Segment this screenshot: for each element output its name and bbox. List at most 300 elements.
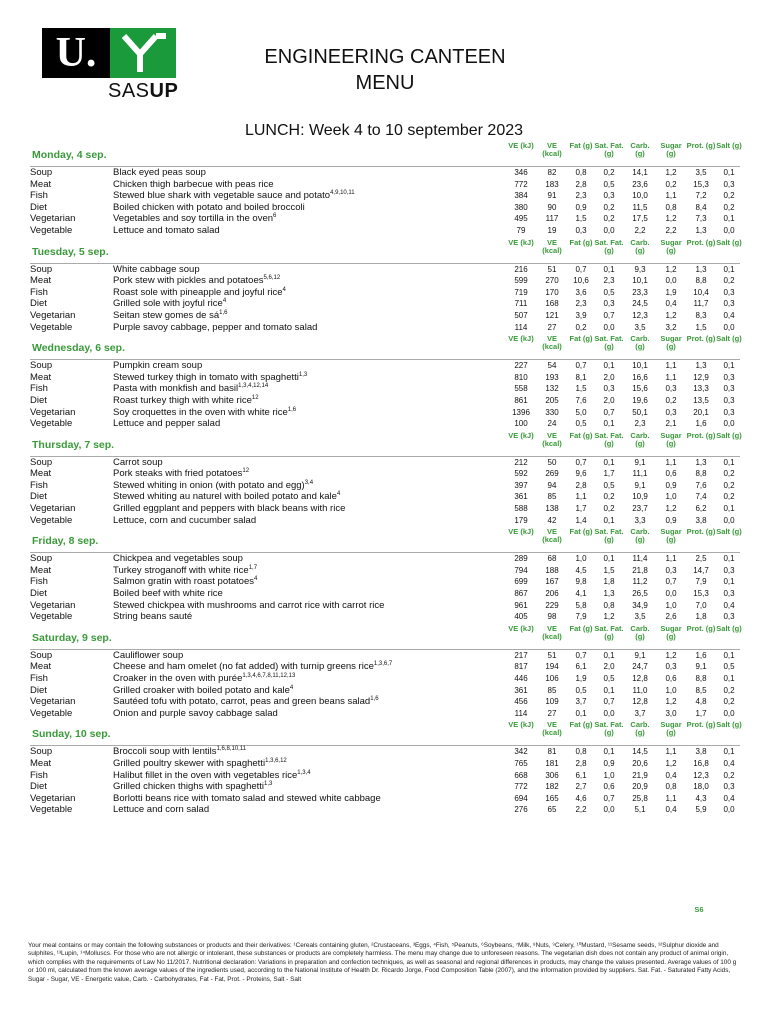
nutrition-value: 12,8 — [632, 674, 648, 683]
dish-name — [113, 588, 223, 600]
dish-category: Vegetable — [30, 224, 73, 236]
nutrition-value: 7,4 — [695, 492, 707, 502]
column-header: Fat (g) — [569, 623, 593, 633]
nutrition-value: 183 — [545, 179, 559, 189]
nutrition-value: 0,7 — [575, 264, 587, 274]
nutrition-value: 65 — [547, 805, 557, 815]
allergen-codes: 4 — [222, 298, 227, 305]
nutrition-value: 0,0 — [723, 708, 735, 718]
dish-text: Chickpea and vegetables soup — [113, 553, 243, 565]
day-header — [30, 528, 740, 553]
dish-text: Grilled eggplant and peppers with black beans with rice — [113, 503, 346, 515]
dish-text: Halibut fillet in the oven with vegetables rice — [113, 769, 298, 781]
dish-category: Soup — [30, 746, 53, 758]
nutrition-value: 91 — [547, 191, 557, 201]
column-header: Prot. (g) — [686, 237, 716, 247]
nutrition-value: 11,0 — [632, 685, 648, 695]
nutrition-value: 861 — [514, 395, 528, 405]
menu-row — [30, 685, 740, 697]
nutrition-value: 0,4 — [723, 600, 735, 610]
allergen-codes: 6 — [273, 213, 277, 220]
column-header: VE (kJ) — [508, 237, 534, 247]
dish-text: Sautéed tofu with potato, carrot, peas and green beans salad — [113, 696, 371, 708]
nutrition-value: 15,3 — [693, 589, 709, 599]
nutrition-value: 3,7 — [634, 708, 646, 718]
nutrition-value: 14,7 — [693, 565, 709, 575]
nutrition-value: 193 — [545, 372, 559, 382]
nutrition-value: 0,1 — [723, 577, 735, 587]
dish-text: Seitan stew gomes de sá — [113, 309, 220, 321]
dish-name — [113, 673, 295, 685]
column-header: VE (kJ) — [508, 623, 534, 633]
nutrition-value: 4,5 — [575, 565, 587, 575]
nutrition-value: 7,3 — [695, 214, 707, 224]
column-header: VE (kJ) — [508, 141, 534, 150]
nutrition-value: 0,3 — [723, 372, 735, 382]
dish-name — [113, 708, 278, 720]
nutrition-value: 765 — [514, 758, 528, 768]
nutrition-value: 384 — [514, 191, 528, 201]
dish-text: Lettuce and corn salad — [113, 804, 210, 816]
menu-row — [30, 708, 740, 720]
nutrition-value: 2,7 — [575, 782, 587, 792]
dish-text: Grilled chicken thighs with spaghetti — [113, 781, 265, 793]
nutrition-value: 21,9 — [632, 770, 648, 780]
column-header: Sat. Fat. (g) — [594, 141, 624, 158]
day-header — [30, 239, 740, 264]
nutrition-value: 0,3 — [723, 179, 735, 189]
column-header: Fat (g) — [569, 334, 593, 344]
nutrition-value: 0,5 — [603, 179, 615, 189]
logo-mark — [42, 28, 176, 78]
nutrition-value: 7,9 — [575, 612, 587, 622]
nutrition-value: 0,3 — [723, 589, 735, 599]
column-header: Salt (g) — [716, 430, 742, 440]
dish-category: Fish — [30, 769, 48, 781]
dish-text: Salmon gratin with roast potatoes — [113, 576, 254, 588]
nutrition-value: 1,5 — [575, 384, 587, 394]
nutrition-value: 50 — [547, 457, 557, 467]
nutrition-value: 1,7 — [575, 504, 587, 514]
nutrition-value: 0,1 — [603, 515, 615, 525]
nutrition-value: 9,3 — [634, 264, 646, 274]
nutrition-value: 0,3 — [723, 384, 735, 394]
menu-row — [30, 758, 740, 770]
nutrition-value: 114 — [514, 322, 528, 332]
dish-category: Soup — [30, 553, 53, 565]
dish-name — [113, 179, 274, 191]
nutrition-value: 168 — [545, 299, 559, 309]
dish-name — [113, 781, 272, 793]
nutrition-value: 79 — [516, 225, 526, 235]
column-header: Carb. (g) — [630, 141, 650, 158]
day-name: Wednesday, 6 sep. — [32, 342, 125, 355]
menu-row — [30, 611, 740, 623]
day-section — [30, 239, 740, 334]
column-header: Sat. Fat. (g) — [594, 237, 624, 255]
nutrition-value: 346 — [514, 168, 528, 177]
nutrition-value: 3,8 — [695, 747, 707, 757]
dish-category: Meat — [30, 661, 52, 673]
menu-row — [30, 515, 740, 527]
nutrition-value: 1,5 — [575, 214, 587, 224]
nutrition-value: 4,8 — [695, 697, 707, 707]
nutrition-value: 380 — [514, 202, 528, 212]
nutrition-value: 12,3 — [693, 770, 709, 780]
nutrition-value: 0,7 — [603, 407, 615, 417]
logo-brand-suffix: UP — [149, 80, 179, 102]
column-header: Sugar (g) — [660, 141, 682, 158]
nutrition-value: 5,0 — [575, 407, 587, 417]
dish-name — [113, 515, 256, 527]
nutrition-value: 711 — [514, 299, 528, 309]
nutrition-value: 0,2 — [723, 492, 735, 502]
nutrition-value: 269 — [545, 469, 559, 479]
column-header: Sugar (g) — [660, 334, 682, 352]
dish-category: Diet — [30, 491, 47, 503]
dish-text: Vegetables and soy tortilla in the oven — [113, 213, 274, 225]
nutrition-value: 0,0 — [603, 708, 615, 718]
nutrition-value: 0,0 — [665, 276, 677, 286]
nutrition-value: 0,1 — [603, 361, 615, 371]
nutrition-value: 27 — [547, 322, 557, 332]
nutrition-value: 446 — [514, 674, 528, 683]
nutrition-value: 0,4 — [665, 299, 677, 309]
column-header: VE (kcal) — [542, 334, 562, 352]
nutrition-value: 0,3 — [723, 395, 735, 405]
dish-category: Diet — [30, 201, 47, 213]
nutrition-value: 0,2 — [723, 697, 735, 707]
lunch-title: LUNCH: Week 4 to 10 september 2023 — [244, 122, 524, 139]
dish-category: Meat — [30, 275, 52, 287]
nutrition-value: 0,5 — [723, 662, 735, 672]
dish-text: Boiled chicken with potato and boiled broccoli — [113, 201, 305, 213]
nutrition-value: 0,3 — [665, 662, 677, 672]
nutrition-value: 2,3 — [603, 276, 615, 286]
column-header: Sugar (g) — [660, 527, 682, 545]
nutrition-value: 0,1 — [603, 554, 615, 564]
dish-category: Diet — [30, 588, 47, 600]
nutrition-value: 0,8 — [665, 782, 677, 792]
nutrition-value: 0,3 — [723, 407, 735, 417]
nutrition-value: 0,1 — [723, 457, 735, 467]
dish-category: Diet — [30, 298, 47, 310]
column-header: Sugar (g) — [660, 720, 682, 738]
nutrition-value: 405 — [514, 612, 528, 622]
nutrition-value: 0,9 — [665, 480, 677, 490]
nutrition-value: 1396 — [512, 407, 530, 417]
dish-text: Pork stew with pickles and potatoes — [113, 275, 264, 287]
nutrition-value: 0,0 — [603, 805, 615, 815]
nutrition-value: 26,5 — [632, 589, 648, 599]
nutrition-value: 20,6 — [632, 758, 648, 768]
column-header: VE (kcal) — [542, 720, 562, 738]
column-header: Carb. (g) — [630, 334, 650, 352]
nutrition-value: 0,3 — [603, 384, 615, 394]
dish-name — [113, 480, 313, 492]
day-name: Saturday, 9 sep. — [32, 631, 112, 644]
dish-text: Roast turkey thigh with white rice — [113, 394, 252, 406]
nutrition-value: 0,2 — [723, 685, 735, 695]
nutrition-value: 0,4 — [723, 758, 735, 768]
nutrition-value: 6,2 — [695, 504, 707, 514]
nutrition-value: 0,8 — [575, 747, 587, 757]
column-header: Prot. (g) — [686, 720, 716, 730]
nutrition-value: 19 — [547, 225, 557, 235]
nutrition-value: 0,7 — [575, 457, 587, 467]
nutrition-value: 1,1 — [665, 747, 677, 757]
nutrition-value: 8,5 — [695, 685, 707, 695]
dish-category: Vegetarian — [30, 406, 76, 418]
dish-text: Croaker in the oven with purée — [113, 673, 243, 684]
dish-category: Vegetable — [30, 804, 73, 816]
dish-category: Vegetarian — [30, 309, 76, 321]
dish-category: Soup — [30, 263, 53, 275]
nutrition-value: 2,3 — [575, 191, 587, 201]
column-header: VE (kJ) — [508, 720, 534, 730]
column-header: Sugar (g) — [660, 237, 682, 255]
dish-category: Fish — [30, 479, 48, 491]
nutrition-value: 9,6 — [575, 469, 587, 479]
nutrition-value: 18,0 — [693, 782, 709, 792]
day-header — [30, 335, 740, 360]
nutrition-value: 3,5 — [634, 322, 646, 332]
dish-text: Boiled beef with white rice — [113, 588, 223, 600]
column-header: VE (kJ) — [508, 527, 534, 537]
nutrition-value: 19,6 — [632, 395, 648, 405]
nutrition-value: 23,7 — [632, 504, 648, 514]
column-header: VE (kcal) — [542, 141, 562, 158]
nutrition-value: 0,2 — [603, 168, 615, 177]
day-section — [30, 528, 740, 623]
nutrition-value: 68 — [547, 554, 557, 564]
nutrition-value: 361 — [514, 492, 528, 502]
nutrition-value: 3,0 — [665, 708, 677, 718]
dish-name — [113, 696, 379, 708]
column-header: VE (kcal) — [542, 237, 562, 255]
dish-name — [113, 360, 202, 372]
nutrition-value: 342 — [514, 747, 528, 757]
nutrition-value: 0,1 — [723, 214, 735, 224]
column-header: Salt (g) — [716, 334, 742, 344]
nutrition-value: 2,8 — [575, 758, 587, 768]
nutrition-value: 1,1 — [665, 361, 677, 371]
column-header: Prot. (g) — [686, 141, 716, 150]
allergen-codes: 4 — [254, 576, 258, 583]
nutrition-value: 270 — [545, 276, 559, 286]
column-header: Salt (g) — [716, 141, 742, 150]
allergen-codes: 5,6,12 — [263, 275, 281, 281]
menu-row — [30, 553, 740, 565]
dish-category: Vegetable — [30, 321, 73, 333]
dish-name — [113, 793, 381, 805]
column-header: VE (kcal) — [542, 430, 562, 448]
column-header: Fat (g) — [569, 430, 593, 440]
column-header: Sat. Fat. (g) — [594, 623, 624, 641]
nutrition-value: 15,3 — [693, 179, 709, 189]
nutrition-value: 0,1 — [603, 457, 615, 467]
dish-text: Chicken thigh barbecue with peas rice — [113, 178, 274, 190]
allergen-codes: 12 — [251, 394, 259, 401]
nutrition-value: 1,1 — [575, 492, 587, 502]
page-title-line2: MENU — [355, 72, 415, 94]
dish-category: Vegetarian — [30, 503, 76, 515]
nutrition-value: 3,9 — [575, 310, 587, 320]
nutrition-value: 794 — [514, 565, 528, 575]
nutrition-value: 0,8 — [603, 600, 615, 610]
nutrition-value: 11,4 — [632, 554, 648, 564]
nutrition-value: 7,6 — [575, 395, 587, 405]
nutrition-value: 1,8 — [695, 612, 707, 622]
nutrition-value: 0,3 — [603, 299, 615, 309]
day-header — [30, 142, 740, 167]
nutrition-value: 10,1 — [632, 361, 648, 371]
nutrition-value: 1,7 — [695, 708, 707, 718]
dish-category: Diet — [30, 684, 47, 696]
nutrition-value: 0,0 — [723, 322, 735, 332]
dish-text: Borlotti beans rice with tomato salad and stewed white cabbage — [113, 792, 381, 804]
dish-category: Fish — [30, 190, 48, 202]
dish-text: Grilled croaker with boiled potato and kale — [113, 684, 290, 696]
nutrition-value: 0,6 — [665, 674, 677, 683]
nutrition-value: 0,2 — [723, 276, 735, 286]
dish-name — [113, 770, 311, 782]
nutrition-value: 289 — [514, 554, 528, 564]
menu-row — [30, 310, 740, 322]
allergen-codes: 1,7 — [248, 564, 258, 571]
menu-row — [30, 696, 740, 708]
nutrition-value: 0,5 — [603, 674, 615, 683]
allergen-codes: 1,3,6,7 — [373, 661, 393, 668]
nutrition-value: 0,1 — [603, 264, 615, 274]
nutrition-value: 7,2 — [695, 191, 707, 201]
nutrition-value: 0,1 — [723, 264, 735, 274]
menu-row — [30, 468, 740, 480]
nutrition-value: 0,2 — [665, 179, 677, 189]
dish-name — [113, 225, 220, 237]
column-header: Salt (g) — [716, 527, 742, 537]
menu-row — [30, 746, 740, 758]
nutrition-value: 0,0 — [603, 225, 615, 235]
nutrition-value: 0,9 — [665, 515, 677, 525]
nutrition-value: 106 — [545, 674, 559, 683]
dish-name — [113, 758, 287, 770]
dish-text: Stewed whiting in onion (with potato and egg) — [113, 479, 305, 491]
dish-text: Stewed chickpea with mushrooms and carrot rice with carrot rice — [113, 599, 385, 611]
dish-name — [113, 372, 307, 384]
dish-name — [113, 287, 286, 299]
nutrition-value: 817 — [514, 662, 528, 672]
menu-row — [30, 167, 740, 179]
nutrition-value: 0,1 — [723, 168, 735, 177]
column-header: Fat (g) — [569, 720, 593, 730]
nutrition-value: 0,0 — [723, 515, 735, 525]
nutrition-value: 12,8 — [632, 697, 648, 707]
allergen-codes: 1,3,4 — [297, 769, 311, 776]
dish-name — [113, 468, 249, 480]
dish-category: Vegetarian — [30, 599, 76, 611]
dish-text: Turkey stroganoff with white rice — [113, 564, 249, 576]
menu-row — [30, 503, 740, 515]
nutrition-value: 24,5 — [632, 299, 648, 309]
dish-text: Stewed turkey thigh in tomato with spaghetti — [113, 371, 299, 383]
dish-category: Fish — [30, 576, 48, 588]
nutrition-value: 1,0 — [665, 685, 677, 695]
nutrition-value: 25,8 — [632, 793, 648, 803]
nutrition-value: 81 — [547, 747, 557, 757]
nutrition-value: 0,8 — [575, 168, 587, 177]
column-header: Sat. Fat. (g) — [594, 334, 624, 352]
nutrition-value: 0,0 — [723, 225, 735, 235]
nutrition-value: 1,3 — [695, 225, 707, 235]
day-section — [30, 335, 740, 430]
menu-row — [30, 383, 740, 395]
nutrition-value: 0,1 — [603, 747, 615, 757]
dish-category: Fish — [30, 383, 48, 395]
nutrition-value: 34,9 — [632, 600, 648, 610]
menu-row — [30, 225, 740, 237]
dish-name — [113, 457, 163, 469]
allergen-codes: 1,6 — [287, 406, 297, 413]
nutrition-value: 961 — [514, 600, 528, 610]
nutrition-value: 0,1 — [723, 504, 735, 514]
menu-row — [30, 793, 740, 805]
nutrition-value: 3,7 — [575, 697, 587, 707]
dish-name — [113, 650, 183, 662]
nutrition-value: 772 — [514, 179, 528, 189]
dish-name — [113, 407, 296, 419]
nutrition-value: 330 — [545, 407, 559, 417]
dish-text: Stewed whiting au naturel with boiled potato and kale — [113, 491, 337, 503]
s6-label: S6 — [694, 905, 704, 914]
nutrition-value: 1,2 — [665, 264, 677, 274]
nutrition-value: 1,5 — [603, 565, 615, 575]
nutrition-value: 85 — [547, 492, 557, 502]
nutrition-value: 23,6 — [632, 179, 648, 189]
nutrition-value: 100 — [514, 419, 528, 429]
dish-text: Carrot soup — [113, 456, 163, 468]
column-header: VE (kcal) — [542, 623, 562, 641]
dish-name — [113, 491, 340, 503]
nutrition-value: 0,4 — [665, 770, 677, 780]
day-name: Thursday, 7 sep. — [32, 438, 115, 451]
dish-name — [113, 503, 345, 515]
dish-name — [113, 298, 226, 310]
day-name: Tuesday, 5 sep. — [32, 245, 109, 258]
nutrition-value: 4,3 — [695, 793, 707, 803]
column-header: Fat (g) — [569, 237, 593, 247]
dish-category: Meat — [30, 178, 52, 190]
nutrition-value: 1,2 — [665, 168, 677, 177]
nutrition-value: 0,2 — [723, 480, 735, 490]
nutrition-value: 0,1 — [575, 708, 587, 718]
nutrition-value: 11,7 — [693, 299, 709, 309]
dish-name — [113, 190, 355, 202]
dish-text: Broccoli soup with lentils — [113, 746, 217, 758]
nutrition-value: 170 — [545, 287, 559, 297]
menu-row — [30, 360, 740, 372]
dish-text: Roast sole with pineapple and joyful rice — [113, 286, 283, 298]
nutrition-value: 8,8 — [695, 276, 707, 286]
column-header: Carb. (g) — [630, 237, 650, 255]
logo-y-icon — [110, 28, 176, 78]
nutrition-value: 0,7 — [603, 310, 615, 320]
nutrition-value: 4,1 — [575, 589, 587, 599]
nutrition-value: 114 — [514, 708, 528, 718]
column-header: Prot. (g) — [686, 334, 716, 344]
nutrition-value: 0,2 — [723, 191, 735, 201]
nutrition-value: 0,7 — [603, 697, 615, 707]
